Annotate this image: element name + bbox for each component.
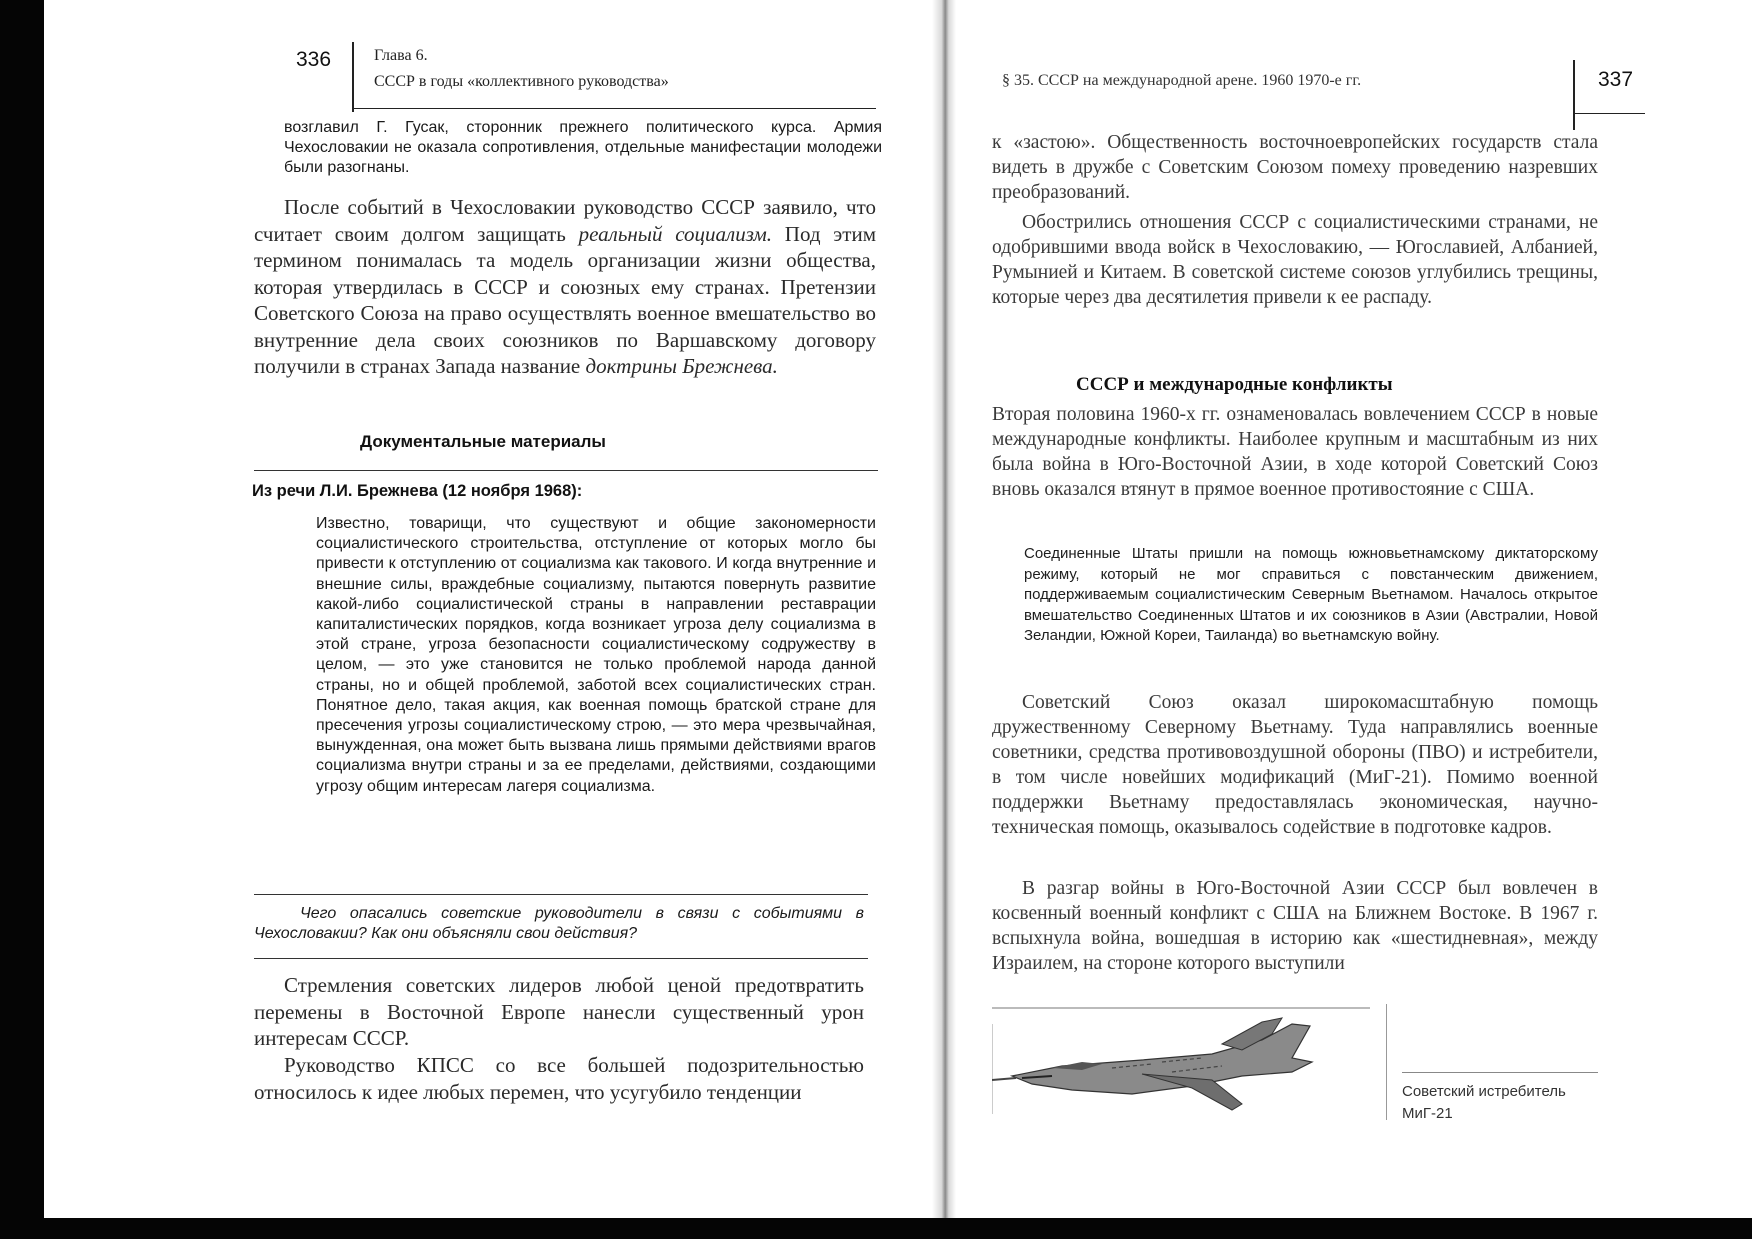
scan-edge-left xyxy=(0,0,44,1239)
term-brezhnev-doctrine: доктрины Брежнева. xyxy=(585,354,778,378)
speech-quote: Известно, товарищи, что существуют и общие закономерности социалистического строительства, отступление от которых могло бы привести к отступлению от социализма как такового. И когда внутренние и внешние силы, враждебные социализму, пытаются повернуть развитие какой-либо социалистической страны в направлении реставрации капиталистических порядков, когда возникает угроза делу социализма в этой стране, угроза безопасности социалистическому содружеству в целом, — это уже становится не только проблемой народа данной страны, но и общей проблемой, заботой всех социалистических стран. Понятное дело, такая акция, как военная помощь братской стране для пресечения угрозы социалистическому строю, — это мера чрезвычайная, вынужденная, она может быть вызвана лишь прямыми действиями врагов социализма внутри страны и за ее пределами, действиями, создающими угрозу общим интересам лагеря социализма. xyxy=(316,515,876,795)
paragraph-stagnation: к «застою». Общественность восточноевропейских государств стала видеть в дружбе с Советским Союзом помеху проведению назревших преобразований. xyxy=(992,132,1598,203)
header-divider-vertical-right xyxy=(1573,60,1575,130)
mig21-photo xyxy=(992,1004,1370,1122)
chapter-label: Глава 6. xyxy=(374,47,428,64)
page-number-left: 336 xyxy=(296,48,332,71)
fighter-jet-illustration xyxy=(992,1004,1370,1122)
right-page xyxy=(956,0,1752,1218)
section-heading: СССР и международные конфликты xyxy=(1076,374,1393,395)
chapter-title: СССР в годы «коллективного руководства» xyxy=(374,73,669,90)
caption-divider xyxy=(1386,1004,1387,1120)
header-divider-vertical xyxy=(352,42,354,112)
intro-paragraph: возглавил Г. Гусак, сторонник прежнего политического курса. Армия Чехословакии не оказала сопротивления, отдельные манифестации молодежи были разогнаны. xyxy=(284,119,882,176)
paragraph-doctrine-text-2: Под этим термином понималась та модель организации жизни общества, которая утвердилась в СССР и союзных ему странах. Претензии Советского Союза на право осуществлять военное вмешательство во внутренние дела своих союзников по Варшавскому договору получили в странах Запада название xyxy=(254,221,876,378)
question-rule-bottom xyxy=(254,958,868,959)
paragraph-conflicts: Вторая половина 1960-х гг. ознаменовалась вовлечением СССР в новые международные конфликты. Наиболее крупным и масштабным из них была война в Юго-Восточной Азии, в ходе которой Советский Союз вновь оказался втянут в прямое военное противостояние с США. xyxy=(992,404,1598,500)
header-rule xyxy=(352,108,876,109)
question-rule-top xyxy=(254,894,868,895)
paragraph-suspicion: Руководство КПСС со все большей подозрительностью относилось к идее любых перемен, что усугубило тенденции xyxy=(254,1053,864,1104)
paragraph-relations: Обострились отношения СССР с социалистическими странами, не одобрившими ввода войск в Чехословакию, — Югославией, Албанией, Румынией и Китаем. В советской системе союзов углубились трещины, которые через два десятилетия привели к ее распаду. xyxy=(992,212,1598,308)
paragraph-middle-east: В разгар войны в Юго-Восточной Азии СССР был вовлечен в косвенный военный конфликт с США на Ближнем Востоке. В 1967 г. вспыхнула война, вошедшая в историю как «шестидневная», между Израилем, на стороне которого выступили xyxy=(992,878,1598,974)
header-rule-right xyxy=(1573,113,1645,114)
photo-caption-line1: Советский истребитель xyxy=(1402,1083,1566,1100)
paragraph-damage: Стремления советских лидеров любой ценой предотвратить перемены в Восточной Европе нанесли существенный урон интересам СССР. xyxy=(254,973,864,1050)
book-gutter xyxy=(932,0,956,1218)
photo-caption-line2: МиГ-21 xyxy=(1402,1105,1453,1122)
caption-rule xyxy=(1402,1072,1598,1073)
question-block: Чего опасались советские руководители в связи с событиями в Чехословакии? Как они объясняли свои действия? xyxy=(254,905,864,942)
inset-usa-vietnam: Соединенные Штаты пришли на помощь южновьетнамскому диктаторскому режиму, который не мог справиться с повстанческим движением, поддерживаемым социалистическим Северным Вьетнамом. Началось открытое вмешательство Соединенных Штатов и их союзников в Азии (Австралии, Новой Зеландии, Южной Кореи, Таиланда) во вьетнамскую войну. xyxy=(1024,545,1598,645)
scan-edge-bottom xyxy=(0,1218,1752,1239)
running-head: § 35. СССР на международной арене. 1960 1970-е гг. xyxy=(1002,72,1362,89)
paragraph-doctrine-text: После событий в Чехословакии руководство СССР заявило, что считает своим долгом защищать xyxy=(254,195,876,246)
documents-heading: Документальные материалы xyxy=(360,432,606,451)
left-page xyxy=(44,0,932,1218)
documents-rule xyxy=(254,470,878,471)
term-real-socialism: реальный социализм. xyxy=(578,221,773,246)
paragraph-doctrine xyxy=(254,194,876,380)
paragraph-soviet-aid: Советский Союз оказал широкомасштабную помощь дружественному Северному Вьетнаму. Туда направлялись военные советники, средства противовоздушной обороны (ПВО) и истребители, в том числе новейших модификаций (МиГ-21). Помимо военной поддержки Вьетнаму предоставлялась экономическая, научно-техническая помощь, оказывалось содействие в подготовке кадров. xyxy=(992,692,1598,838)
speech-heading: Из речи Л.И. Брежнева (12 ноября 1968): xyxy=(252,482,583,500)
page-number-right: 337 xyxy=(1598,68,1634,91)
